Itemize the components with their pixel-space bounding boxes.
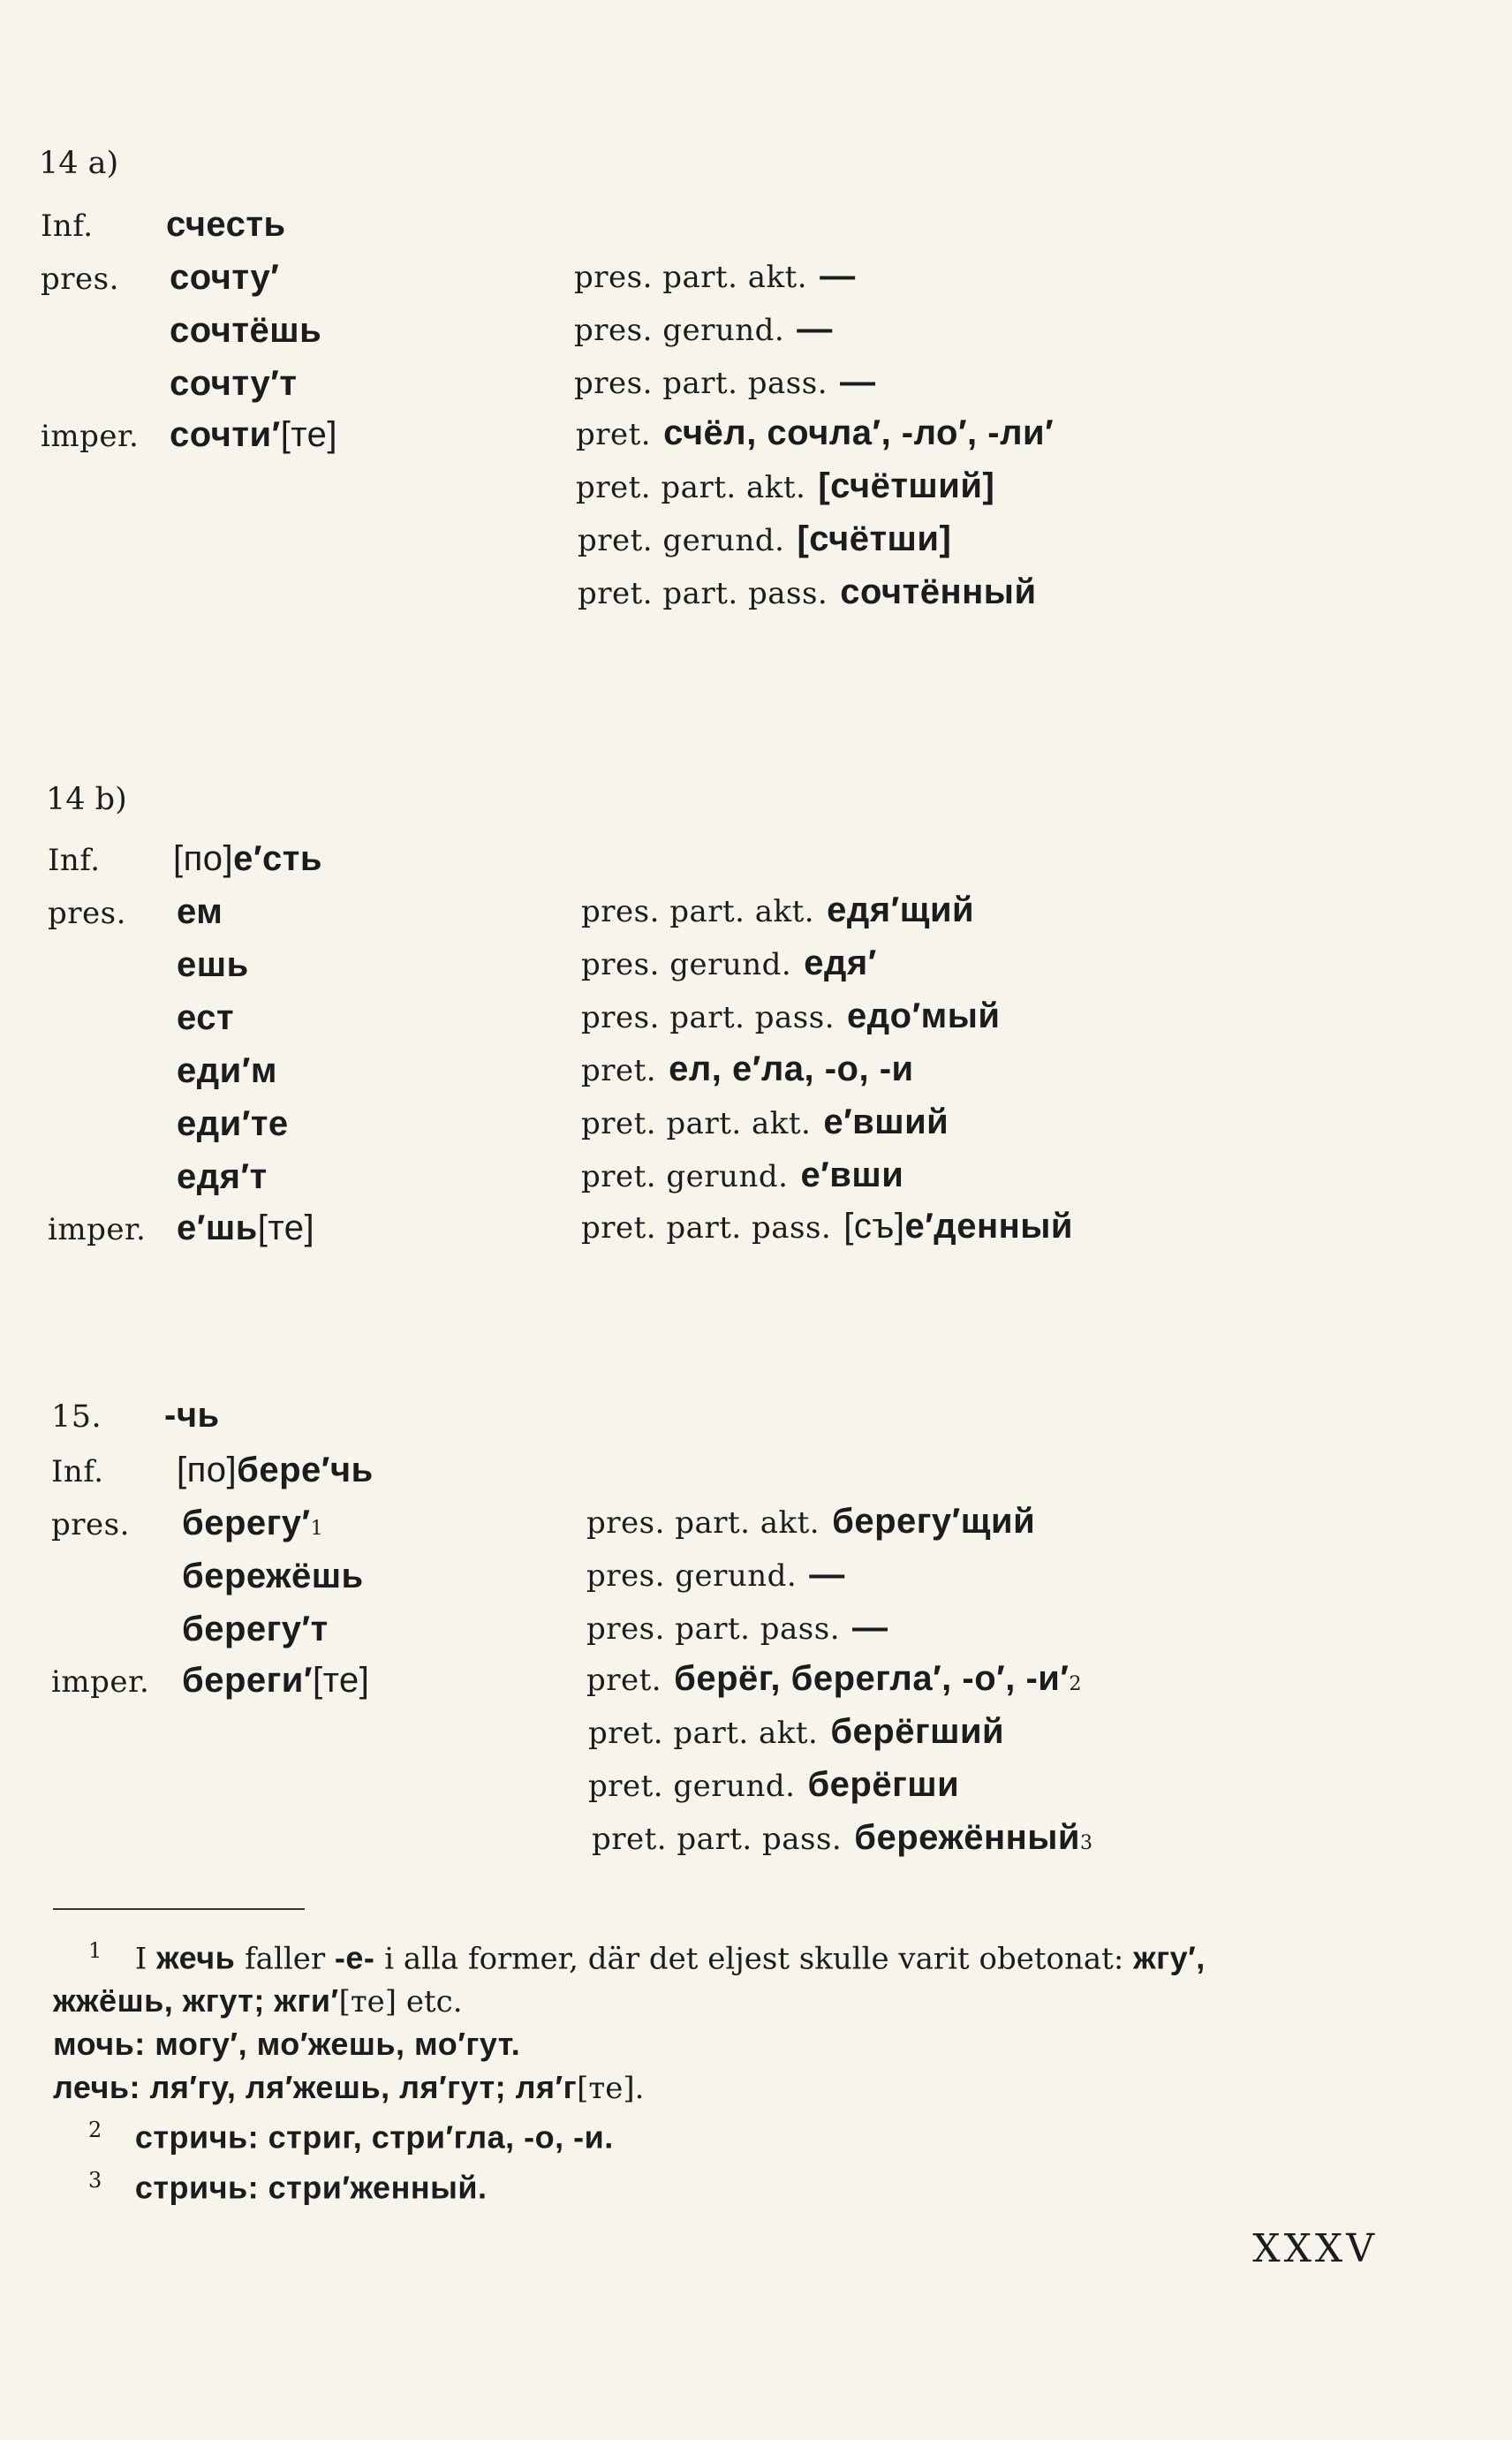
section-15-heading-suffix: -чь [164,1396,220,1435]
s14b-pres-row-3 [177,998,234,1051]
s14b-right-label-4: pret. [581,1053,657,1088]
s14a-right-row-1 [574,256,856,309]
s14a-right-row-2 [574,309,833,362]
s14b-right-row-2 [581,943,877,996]
s15-inf-prefix: [по] [177,1451,238,1489]
section-14a-heading: 14 a) [39,146,119,181]
s14a-right-row-7 [578,572,1037,625]
s14a-inf-form: счесть [166,205,286,244]
footnote-1-moch: мочь: могу′, мо′жешь, мо′гут. [53,2026,521,2063]
section-15-heading-row [51,1396,220,1449]
s14b-right-row-5 [581,1103,949,1156]
s14b-pres-form-3: ест [177,998,235,1037]
s15-right-label-1: pres. part. akt. [586,1505,820,1541]
footnote-3-number: 3 [88,2167,102,2193]
s15-footnote-ref-1: 1 [310,1518,323,1540]
footnote-3 [53,2160,1431,2209]
s14b-right-value-4: ел, е′ла, -о, -и [669,1050,914,1088]
s14b-pres-row-2 [177,945,249,998]
footnotes [53,1930,1431,2209]
s14b-right-label-5: pret. part. akt. [581,1106,812,1141]
s15-inf-label: Inf. [51,1454,104,1489]
footnote-1-number: 1 [88,1938,102,1963]
s14a-imper-form: сочти′ [170,415,281,454]
footnote-1-word-zhgu: жгу′, [1133,1939,1206,1976]
s14b-right-value-5: е′вший [823,1103,949,1141]
footnote-1-infix: -е- [334,1939,375,1976]
s14b-pres-label: pres. [48,896,126,931]
s15-right-value-5: берёгший [830,1712,1005,1751]
s14b-inf-prefix: [по] [173,839,234,878]
s14b-right-value-6: е′вши [800,1156,904,1194]
s15-right-row-3 [586,1608,888,1661]
s14a-imper-row [41,415,337,468]
section-15-heading: 15. [51,1399,102,1435]
s15-imper-suffix: [те] [312,1661,370,1700]
s15-right-label-5: pret. part. akt. [588,1716,819,1751]
s14b-right-row-1 [581,890,974,943]
s15-footnote-ref-3: 3 [1080,1832,1093,1854]
s14a-right-value-3: — [840,362,876,401]
s14a-pres-label: pres. [41,261,119,297]
s14b-right-row-6 [581,1156,903,1209]
footnote-1-lech-suffix: [те]. [577,2071,645,2107]
s14b-inf-label: Inf. [48,843,101,878]
s15-right-label-2: pres. gerund. [586,1558,798,1594]
s14a-right-value-7: сочтённый [840,572,1037,611]
s14b-imper-suffix: [те] [257,1209,315,1247]
s15-right-value-7: бережённый [854,1818,1081,1857]
s14b-right-label-6: pret. gerund. [581,1159,789,1194]
s14a-right-label-5: pret. part. akt. [576,470,806,505]
s14a-right-value-1: — [820,256,856,295]
footnote-1-line-2 [53,1980,1431,2023]
s14a-right-row-5 [576,466,994,519]
footnote-1-text-e: i alla former, där det eljest skulle varit obetonat: [384,1941,1124,1977]
s14a-pres-form-1: сочту′ [170,258,280,297]
s14b-pres-form-4: еди′м [177,1051,277,1090]
s14a-pres-form-3: сочту′т [170,364,298,403]
s14b-imper-row [48,1209,314,1262]
footnote-3-text: стричь: стри′женный. [134,2168,488,2205]
footnote-2-number: 2 [88,2118,102,2143]
s15-right-label-6: pret. gerund. [588,1769,796,1804]
footnote-1-forms: жжёшь, жгут; жги′ [53,1982,339,2019]
s14a-imper-suffix: [те] [280,415,338,454]
s14a-pres-row-2 [170,311,321,364]
s15-right-label-3: pres. part. pass. [586,1611,841,1647]
section-14b-heading: 14 b) [46,782,127,817]
s14b-pres-row-6 [177,1157,268,1210]
s14a-pres-row-3 [170,364,297,417]
s15-right-value-2: — [809,1555,845,1594]
s15-right-row-5 [588,1712,1004,1765]
s15-imper-row [51,1661,369,1714]
s15-inf-form: бере′чь [237,1451,374,1489]
s14a-imper-label: imper. [41,419,140,454]
s14b-pres-form-1: ем [177,892,223,931]
s14b-pres-row-5 [177,1104,289,1157]
s14a-right-row-4 [576,413,1054,466]
s15-right-label-7: pret. part. pass. [592,1822,843,1857]
s14a-inf-label: Inf. [41,208,94,244]
s14b-pres-form-5: еди′те [177,1104,289,1143]
s15-right-value-4: берёг, берегла′, -о′, -и′ [674,1659,1070,1698]
s14a-right-row-3 [574,362,876,415]
s14a-inf-row [41,205,286,258]
s15-imper-label: imper. [51,1664,150,1700]
s15-right-row-1 [586,1502,1035,1555]
s15-right-row-2 [586,1555,845,1608]
s14b-pres-row-4 [177,1051,277,1104]
footnote-divider [53,1908,305,1910]
s15-right-value-1: берегу′щий [832,1502,1036,1541]
s14b-pres-form-2: ешь [177,945,249,984]
s14b-pres-form-6: едя′т [177,1157,268,1196]
s15-footnote-ref-2: 2 [1069,1673,1082,1695]
s14b-right-value-2: едя′ [804,943,877,982]
s14a-pres-row [41,258,279,311]
s14b-right-value-3: едо′мый [847,996,1001,1035]
s14b-imper-label: imper. [48,1212,147,1247]
s14a-right-value-4: счёл, сочла′, -ло′, -ли′ [663,413,1055,452]
s14b-right-label-3: pres. part. pass. [581,1000,835,1035]
footnote-2 [53,2110,1431,2159]
footnote-1-line-3 [53,2023,1431,2066]
s14b-right-row-3 [581,996,1001,1050]
s14b-inf-form: е′сть [233,839,322,878]
s14b-right-label-2: pres. gerund. [581,947,792,982]
s15-right-label-4: pret. [586,1663,662,1698]
s15-pres-form-2: бережёшь [182,1557,364,1595]
s15-pres-row [51,1504,323,1557]
s14a-right-label-2: pres. gerund. [574,313,785,348]
page-number: XXXV [1252,2226,1378,2271]
s14a-right-label-6: pret. gerund. [578,523,785,558]
s14b-right-label-7: pret. part. pass. [581,1210,832,1246]
footnote-1-etc: [те] etc. [338,1984,463,2020]
s15-right-row-6 [588,1765,959,1818]
s15-right-row-4 [586,1659,1081,1712]
s15-pres-form-3: берегу′т [182,1610,329,1648]
s14a-right-row-6 [578,519,951,572]
s14a-right-label-3: pres. part. pass. [574,366,828,401]
footnote-1-line-4 [53,2066,1431,2110]
s15-pres-row-3 [182,1610,329,1663]
s15-right-value-6: берёгши [807,1765,960,1804]
s14a-right-value-6: [счётши] [797,519,952,558]
footnote-1-line-1 [53,1930,1431,1980]
s14a-right-label-1: pres. part. akt. [574,260,808,295]
s14b-right-value-1: едя′щий [827,890,975,929]
s14b-right-value-7: е′денный [904,1207,1074,1246]
s14b-pres-row [48,892,223,945]
s14b-inf-row [48,839,322,892]
s14a-right-label-7: pret. part. pass. [578,576,828,611]
s15-pres-row-2 [182,1557,364,1610]
s15-inf-row [51,1451,374,1504]
s14a-pres-form-2: сочтёшь [170,311,322,350]
s14b-right-value-7-prefix: [съ] [843,1207,905,1246]
s15-imper-form: береги′ [182,1661,313,1700]
s15-pres-label: pres. [51,1507,130,1542]
footnote-1-text-c: faller [245,1941,326,1977]
s14b-right-row-4 [581,1050,914,1103]
footnote-1-lech: лечь: ля′гу, ля′жешь, ля′гут; ля′г [53,2069,578,2106]
s15-right-row-7 [592,1818,1092,1871]
s14a-right-label-4: pret. [576,417,652,452]
footnote-1-word-zhech: жечь [156,1939,236,1976]
footnote-1-text-a: I [134,1941,147,1977]
s14a-right-value-5: [счётший] [818,466,995,505]
s15-pres-form-1: берегу′ [182,1504,311,1542]
footnote-2-text: стричь: стриг, стри′гла, -о, -и. [134,2118,614,2156]
s14b-imper-form: е′шь [177,1209,258,1247]
s14b-right-label-1: pres. part. akt. [581,894,815,929]
s15-right-value-3: — [852,1608,888,1647]
s14a-right-value-2: — [797,309,833,348]
s14b-right-row-7 [581,1207,1073,1260]
